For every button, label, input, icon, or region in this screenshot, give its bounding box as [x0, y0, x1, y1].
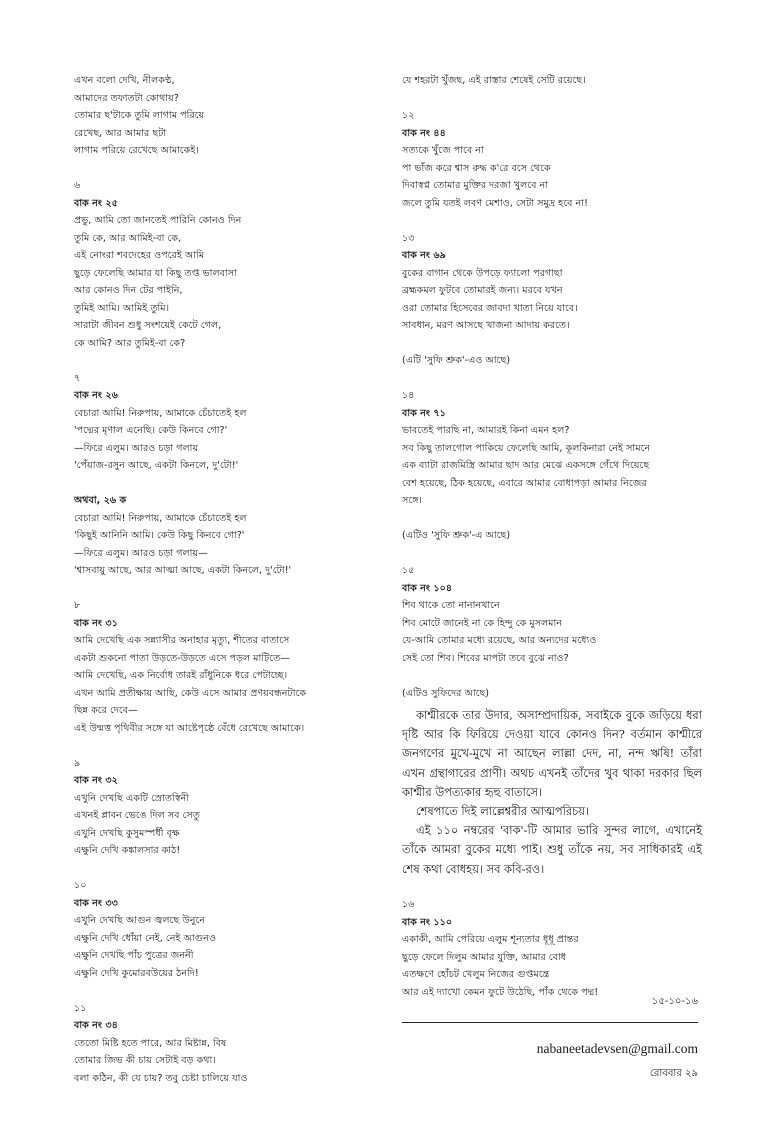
author-email[interactable]: nabaneetadevsen@gmail.com	[536, 1041, 698, 1056]
section-6	[74, 177, 366, 352]
verse-line: এখন আমি প্রতীক্ষায় আছি, কেউ এসে আমার প্রণয়বন্ধনটাকে	[74, 687, 307, 699]
verse-line: —ফিরে এলুম। আরও চড়া গলায়—	[74, 547, 208, 559]
verse-line: যে-আমি তোমার মধ্যে রয়েছে, আর অন্যদের মধ্যেও	[402, 635, 597, 646]
section-number: ১৫	[402, 565, 415, 576]
verse-line: এক ব্যাটা রাজমিস্ত্রি আমার ছাদ আর মেঝে একসঙ্গে গেঁথে দিয়েছে	[402, 460, 650, 471]
verse-line: এখুনি দেখছি একটি স্রোতস্বিনী	[74, 792, 190, 804]
prose-paragraph: শেষপাতে দিই লাল্লেশ্বরীর আত্মপরিচয়।	[416, 804, 590, 819]
verse-line: শিব থাকে তো নানানখানে	[402, 600, 500, 611]
section-14	[402, 387, 702, 545]
verse-line: বেশ হয়েছে, ঠিক হয়েছে, এবারে আমার বোধাপড়া আমার নিজের	[402, 477, 647, 489]
intro-stanza	[74, 72, 366, 160]
spacer	[74, 160, 366, 178]
section-number: ১২	[402, 110, 415, 121]
commentary-prose	[402, 706, 702, 879]
verse-line: ওরা তোমার হিসেবের জাবদা খাতা নিয়ে যাবে।	[402, 302, 578, 314]
section-number: ১৪	[402, 390, 415, 401]
page-footer: রোববার ২৯	[649, 1068, 698, 1079]
section-heading: বাক নং ১১০	[402, 916, 453, 928]
verse-line: সব কিছু তালগোল পাকিয়ে ফেলেছি আমি, কূলকিনারা নেই সামনে	[402, 442, 651, 454]
section-heading: বাক নং ৭১	[402, 407, 446, 419]
verse-line: 'পদ্মের মৃণাল এনেছি। কেউ কিনবে গো?'	[74, 425, 228, 436]
verse-line: বুকের বাগান থেকে উপড়ে ফ্যালো পরগাছা	[402, 267, 563, 279]
spacer	[74, 737, 366, 755]
section-number: ১৩	[402, 232, 415, 244]
verse-line: 'শ্বাসবায়ু আছে, আর আত্মা আছে, একটা কিনলে, দু'টো!'	[74, 565, 292, 576]
verse-line: জলে তুমি যতই লবণ মেশাও, সেটা সমুদ্র হবে না!	[402, 197, 588, 209]
verse-line: ছুড়ে ফেলে দিলুম আমার যুক্তি, আমার বোধ	[402, 951, 567, 963]
verse-line: বেচারা আমি! নিরুপায়, আমাকে চেঁচাতেই হল	[74, 512, 247, 524]
spacer	[402, 510, 702, 528]
verse-line: আমাদের তফাতটা কোথায়?	[74, 92, 179, 104]
verse-line: কে আমি? আর তুমিই-বা কে?	[74, 337, 186, 349]
spacer	[74, 580, 366, 598]
source-note: (এটিও 'সুফি শ্রুক'-এ আছে)	[402, 530, 511, 541]
spacer	[402, 545, 702, 563]
verse-line: সাবধান, মরণ আসছে খাজনা আদায় করতে।	[402, 320, 570, 331]
spacer	[402, 335, 702, 353]
verse-line: এক্ষুনি দেখছি পাঁচ পুত্রের জননী	[74, 950, 194, 961]
verse-line: তেতো মিষ্টি হতে পারে, আর মিষ্টান্ন, বিষ	[74, 1037, 227, 1049]
verse-line: যে শহরটা খুঁজছ, এই রাস্তার শেষেই সেটি রয়েছে।	[402, 75, 586, 86]
verse-line: এক্ষুনি দেখি কুমোরবউয়ের ঠনদি!	[74, 967, 199, 979]
verse-line: আমি দেখেছি, এক নির্বোধ তারই রাঁধুনিকে ধরে পেটাচ্ছে।	[74, 670, 288, 681]
verse-line: সঙ্গে।	[402, 495, 422, 506]
source-note: (এটিও সুফিদের আছে)	[402, 687, 490, 699]
footer-divider	[402, 1022, 698, 1023]
section-heading: বাক নং ২৬	[74, 390, 118, 401]
source-note: (এটি 'সুফি শ্রুক'-এও আছে)	[402, 355, 511, 366]
section-heading: অথবা, ২৬ ক	[74, 495, 127, 506]
verse-line: এক্ষুনি দেখি কঙ্কালসার কাঠ!	[74, 845, 181, 856]
verse-line: এক্ষুনি দেখি ধোঁয়া নেই, নেই আগুনও	[74, 932, 217, 944]
section-number: ১১	[74, 1002, 87, 1014]
verse-line: ভাবতেই পারছি না, আমারই কিনা এমন হল?	[402, 425, 570, 436]
section-heading: বাক নং ২৫	[74, 197, 118, 209]
prose-paragraph: এই ১১০ নম্বরের 'বাক'-টি আমার ভারি সুন্দর লাগে, এখানেই তাঁকে আমরা বুকের মধ্যে পাই। শুধু তাঁকে নয়, সব সাধিকারই এই শেষ কথা বোধহয়। সব কবি-রও।	[402, 823, 702, 876]
verse-line: শিব মোটে জানেই না কে হিন্দু কে মুসলমান	[402, 617, 562, 629]
verse-line: এই উন্মত্ত পৃথিবীর সঙ্গে যা আষ্টেপৃষ্ঠে বেঁধে রেখেছে আমাকে।	[74, 722, 305, 734]
spacer	[74, 860, 366, 878]
verse-line: তোমার জিভ কী চায় সেটাই বড় কথা।	[74, 1055, 216, 1066]
verse-line: আর কোনও দিন টের পাইনি,	[74, 285, 183, 296]
section-11	[74, 1000, 366, 1088]
section-heading: বাক নং ৩৩	[74, 897, 118, 909]
verse-line: সত্যকে খুঁজে পাবে না	[402, 145, 484, 156]
article-date: ১৫-১০-১৬	[651, 996, 698, 1007]
spacer	[74, 352, 366, 370]
spacer	[402, 370, 702, 388]
verse-line: তোমার ছ'টাকে তুমি লাগাম পরিয়ে	[74, 110, 205, 121]
verse-line: রেখেছ, আর আমার ছটা	[74, 127, 167, 139]
verse-line: একাকী, আমি পেরিয়ে এলুম শূন্যতার ধূধূ প্রান্তর	[402, 934, 579, 946]
section-9	[74, 755, 366, 860]
verse-line: এখুনি দেখছি আগুন জ্বলছে উনুনে	[74, 915, 206, 926]
section-heading: বাক নং ১০৪	[402, 582, 453, 594]
verse-line: আমি দেখেছি এক সন্ন্যাসীর অনাহার মৃত্যু, শীতের বাতাসে	[74, 635, 290, 646]
section-12	[402, 107, 702, 212]
verse-line: সারাটা জীবন শুধু সংশয়েই কেটে গেল,	[74, 320, 222, 331]
verse-line: এখন বলো দেখি, নীলকণ্ঠ,	[74, 75, 175, 86]
verse-line: দিবাস্বপ্ন তোমার মুক্তির দরজা খুলবে না	[402, 180, 549, 191]
section-7	[74, 370, 366, 475]
verse-line: এখুনি দেখছি কুসুমস্পর্ধী বৃক্ষ	[74, 827, 180, 839]
section-number: ১০	[74, 880, 87, 891]
verse-line: তুমিই আমি। আমিই তুমি।	[74, 302, 170, 314]
verse-line: এই নোংরা শবদেহের ওপরেই আমি	[74, 250, 205, 261]
verse-line: ছুড়ে ফেলেছি আমার যা কিছু তপ্ত ভালবাসা	[74, 267, 237, 279]
verse-line: ব্রহ্মকমল ফুটবে তোমারই জন্য। মরবে যখন	[402, 285, 563, 296]
section-heading: বাক নং ৩১	[74, 617, 118, 629]
verse-line: —ফিরে এলুম। আরও চড়া গলায়	[74, 442, 199, 454]
verse-line: বেচারা আমি! নিরুপায়, আমাকে চেঁচাতেই হল	[74, 407, 247, 419]
section-7-variant	[74, 492, 366, 580]
verse-line: একটা শুকনো পাতা উড়তে-উড়তে এসে পড়ল মাটিতে—	[74, 652, 290, 664]
section-number: ৮	[74, 600, 81, 611]
section-number: ৭	[74, 372, 81, 384]
section-heading: বাক নং ৩৪	[74, 1020, 118, 1031]
left-column	[74, 72, 366, 1087]
verse-line: ছিন্ন করে দেবে—	[74, 705, 138, 716]
spacer	[402, 879, 702, 897]
spacer	[402, 667, 702, 685]
verse-line: এতক্ষণে হোঁচট খেলুম নিজের গুপ্তমন্ত্রে	[402, 969, 550, 981]
prose-paragraph: কাশ্মীরকে তার উদার, অসাম্প্রদায়িক, সবাইকে বুকে জড়িয়ে ধরা দৃষ্টি আর কি ফিরিয়ে দেওয়া যাবে কোনও দিন? বর্তমান কাশ্মীরে জনগণের মুখে-মুখে না আছেন লাল্লা দেদ, না, নন্দ ঋষি! তাঁরা এখন গ্রন্থাগারের প্রাণী। অথচ এখনই তাঁদের খুব থাকা দরকার ছিল কাশ্মীর উপত্যকার হৃহু বাতাসে।	[402, 708, 702, 799]
section-number: ৯	[74, 757, 81, 769]
section-number: ১৬	[402, 899, 415, 911]
right-column	[402, 72, 702, 1001]
section-heading: বাক নং ৩২	[74, 775, 118, 786]
spacer	[402, 90, 702, 108]
section-number: ৬	[74, 180, 81, 191]
verse-line: এখনই প্লাবন ভেঙে দিল সব সেতু	[74, 810, 200, 821]
verse-line: তুমি কে, আর আমিই-বা কে,	[74, 232, 182, 244]
verse-line: প্রভু, আমি তো জানতেই পারিনি কোনও দিন	[74, 215, 242, 226]
section-heading: বাক নং ৪৪	[402, 127, 446, 139]
verse-line: 'কিছুই আনিনি আমি। কেউ কিছু কিনবে গো?'	[74, 530, 245, 541]
section-16	[402, 896, 702, 1001]
section-15	[402, 562, 702, 702]
section-13	[402, 230, 702, 370]
verse-line: বলা কঠিন, কী যে চায়? তবু চেষ্টা চালিয়ে যাও	[74, 1072, 248, 1084]
verse-line: আর এই দ্যাখো কেমন ফুটে উঠেছি, পাঁক থেকে পদ্ম!	[402, 986, 599, 998]
verse-line: পা ভাঁজ করে শ্বাস রুদ্ধ ক'রে বসে থেকে	[402, 162, 551, 174]
spacer	[402, 212, 702, 230]
verse-line: 'পেঁয়াজ-রসুন আছে, একটা কিনলে, দু'টো!'	[74, 460, 239, 471]
section-10	[74, 877, 366, 982]
spacer	[74, 475, 366, 493]
section-heading: বাক নং ৬৯	[402, 250, 446, 261]
spacer	[74, 982, 366, 1000]
section-8	[74, 597, 366, 737]
verse-line: সেই তো শিব। শিবের মাপটা তবে বুঝে নাও?	[402, 652, 569, 664]
verse-line: লাগাম পরিয়ে রেখেছে আমাকেই।	[74, 145, 199, 156]
